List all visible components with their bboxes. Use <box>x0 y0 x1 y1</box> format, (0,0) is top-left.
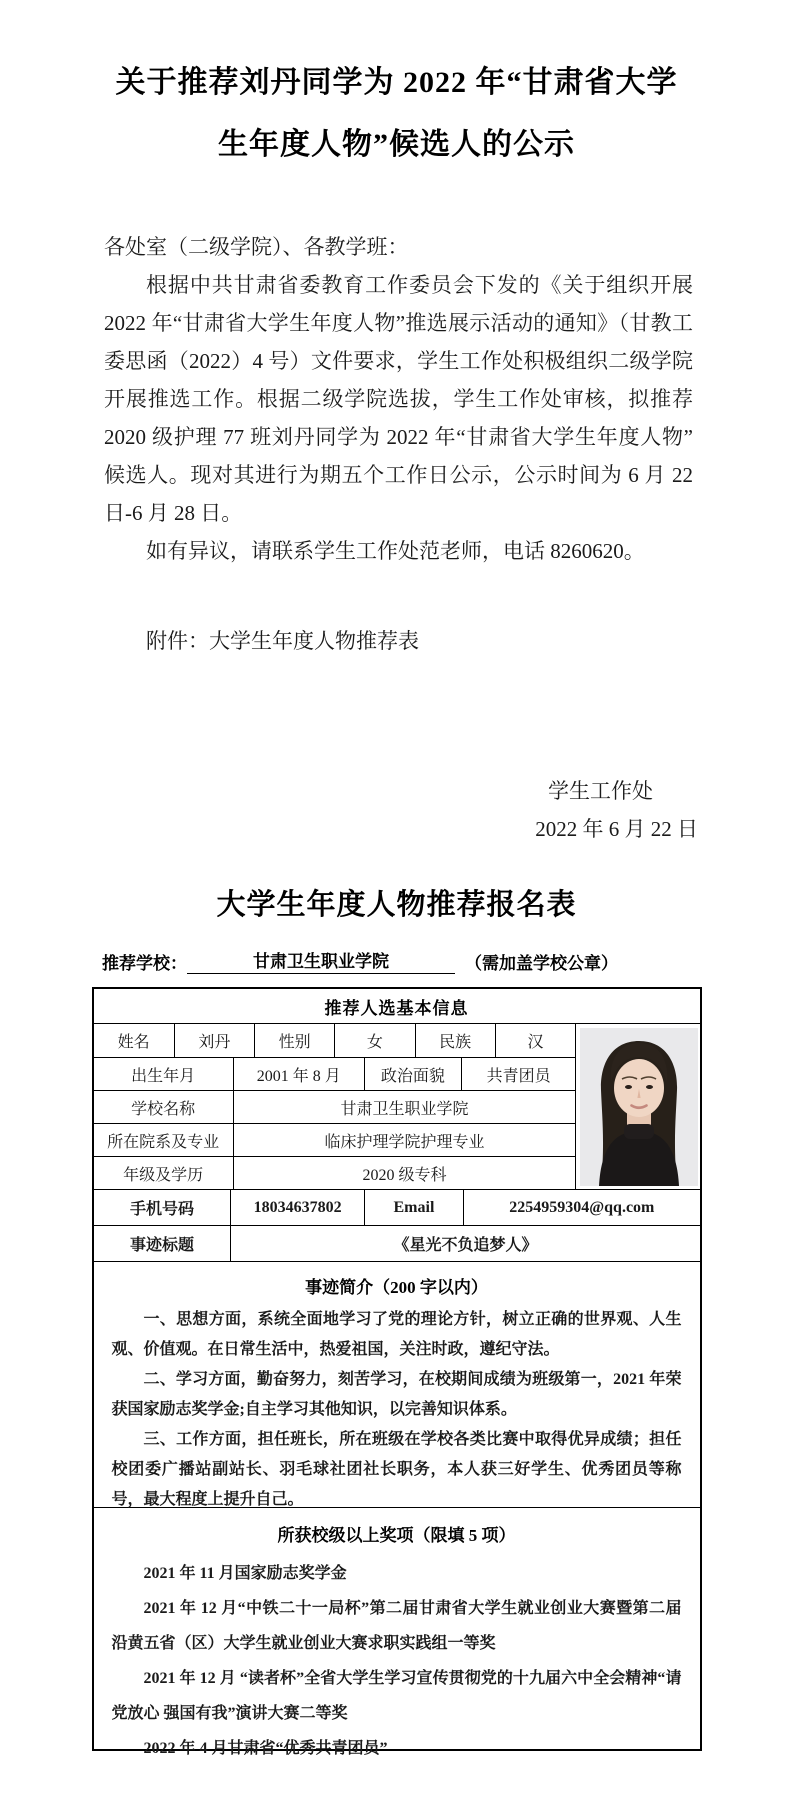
awards-section <box>94 1507 700 1757</box>
profile-paragraph-2: 二、学习方面，勤奋努力，刻苦学习，在校期间成绩为班级第一，2021 年荣获国家励志奖学金;自主学习其他知识，以完善知识体系。 <box>111 1371 682 1418</box>
table-row <box>94 1024 576 1057</box>
political-label: 政治面貌 <box>364 1058 461 1090</box>
notice-paragraph-2: 如有异议，请联系学生工作处范老师，电话 8260620。 <box>146 539 645 563</box>
birth-value: 2001 年 8 月 <box>233 1058 364 1090</box>
story-title-value: 《星光不负追梦人》 <box>230 1226 699 1261</box>
recommend-form-table <box>92 987 702 1757</box>
award-item-4: 2022 年 4 月甘肃省“优秀共青团员” <box>143 1740 388 1757</box>
table-row <box>94 1123 576 1156</box>
profile-paragraph-3: 三、工作方面，担任班长，所在班级在学校各类比赛中取得优异成绩；担任校团委广播站副站长、羽毛球社团社长职务，本人获三好学生、优秀团员等称号，最大程度上提升自己。 <box>111 1431 682 1508</box>
candidate-photo <box>580 1028 698 1186</box>
award-item-3: 2021 年 12 月 “读者杯”全省大学生学习宣传贯彻党的十九届六中全会精神“请党放心 强国有我”演讲大赛二等奖 <box>111 1670 682 1722</box>
name-value: 刘丹 <box>174 1024 254 1057</box>
notice-title <box>0 52 793 176</box>
school-name-value: 甘肃卫生职业学院 <box>233 1091 576 1123</box>
table-row <box>94 1090 576 1123</box>
profile-section-title: 事迹简介（200 字以内） <box>305 1278 488 1297</box>
notice-signer: 学生工作处 <box>548 779 653 803</box>
seal-note: （需加盖学校公章） <box>465 954 618 973</box>
form-title: 大学生年度人物推荐报名表 <box>216 889 577 921</box>
recommend-school-line <box>102 947 793 974</box>
award-item-2: 2021 年 12 月“中铁二十一局杯”第二届甘肃省大学生就业创业大赛暨第二届沿黄五省（区）大学生就业创业大赛求职实践组一等奖 <box>111 1600 682 1652</box>
award-item-1: 2021 年 11 月国家励志奖学金 <box>143 1565 347 1582</box>
email-value: 2254959304@qq.com <box>463 1190 699 1225</box>
phone-value: 18034637802 <box>230 1190 363 1225</box>
notice-title-line2: 生年度人物”候选人的公示 <box>218 128 575 161</box>
basic-info-header-row <box>94 989 700 1023</box>
awards-section-title: 所获校级以上奖项（限填 5 项） <box>277 1526 516 1545</box>
notice-signature-block <box>0 772 793 848</box>
basic-info-header: 推荐人选基本信息 <box>324 998 469 1018</box>
notice-attachment-line: 附件：大学生年度人物推荐表 <box>146 629 419 653</box>
grade-label: 年级及学历 <box>123 1166 204 1184</box>
table-row <box>94 1057 576 1090</box>
dept-value: 临床护理学院护理专业 <box>233 1124 576 1156</box>
gender-value: 女 <box>334 1024 414 1057</box>
profile-paragraph-1: 一、思想方面，系统全面地学习了党的理论方针，树立正确的世界观、人生观、价值观。在日常生活中，热爱祖国，关注时政，遵纪守法。 <box>111 1311 682 1358</box>
notice-body <box>104 228 693 570</box>
school-name-label: 学校名称 <box>131 1100 196 1118</box>
gender-label: 性别 <box>254 1024 334 1057</box>
recommend-school-label: 推荐学校： <box>102 954 187 973</box>
story-title-label: 事迹标题 <box>129 1237 194 1254</box>
notice-date: 2022 年 6 月 22 日 <box>535 817 698 841</box>
ethnic-label: 民族 <box>415 1024 495 1057</box>
basic-info-fields <box>94 1024 576 1189</box>
email-label: Email <box>364 1190 463 1225</box>
dept-label: 所在院系及专业 <box>107 1133 220 1151</box>
table-row <box>94 1156 576 1189</box>
phone-label: 手机号码 <box>129 1201 194 1218</box>
recommend-school-name: 甘肃卫生职业学院 <box>187 947 455 974</box>
political-value: 共青团员 <box>461 1058 575 1090</box>
ethnic-value: 汉 <box>495 1024 576 1057</box>
grade-value: 2020 级专科 <box>233 1157 576 1189</box>
notice-title-line1: 关于推荐刘丹同学为 2022 年“甘肃省大学 <box>115 66 678 99</box>
basic-info-grid <box>94 1023 700 1189</box>
name-label: 姓名 <box>117 1034 150 1051</box>
birth-label: 出生年月 <box>131 1067 196 1085</box>
photo-cell <box>575 1024 699 1189</box>
table-row <box>94 1225 700 1261</box>
notice-paragraph-1: 根据中共甘肃省委教育工作委员会下发的《关于组织开展 2022 年“甘肃省大学生年度人物”推选展示活动的通知》（甘教工委思函（2022）4 号）文件要求，学生工作处积极组织二级学院开展推选工作。根据二级学院选拔，学生工作处审核，拟推荐 2020 级护理 77 班刘丹同学为 2022 年“甘肃省大学生年度人物”候选人。现对其进行为期五个工作日公示，公示时间为 6 月 22 日-6 月 28 日。 <box>104 273 693 525</box>
table-row <box>94 1189 700 1225</box>
profile-section <box>94 1261 700 1507</box>
notice-salutation: 各处室（二级学院）、各教学班： <box>104 235 409 259</box>
